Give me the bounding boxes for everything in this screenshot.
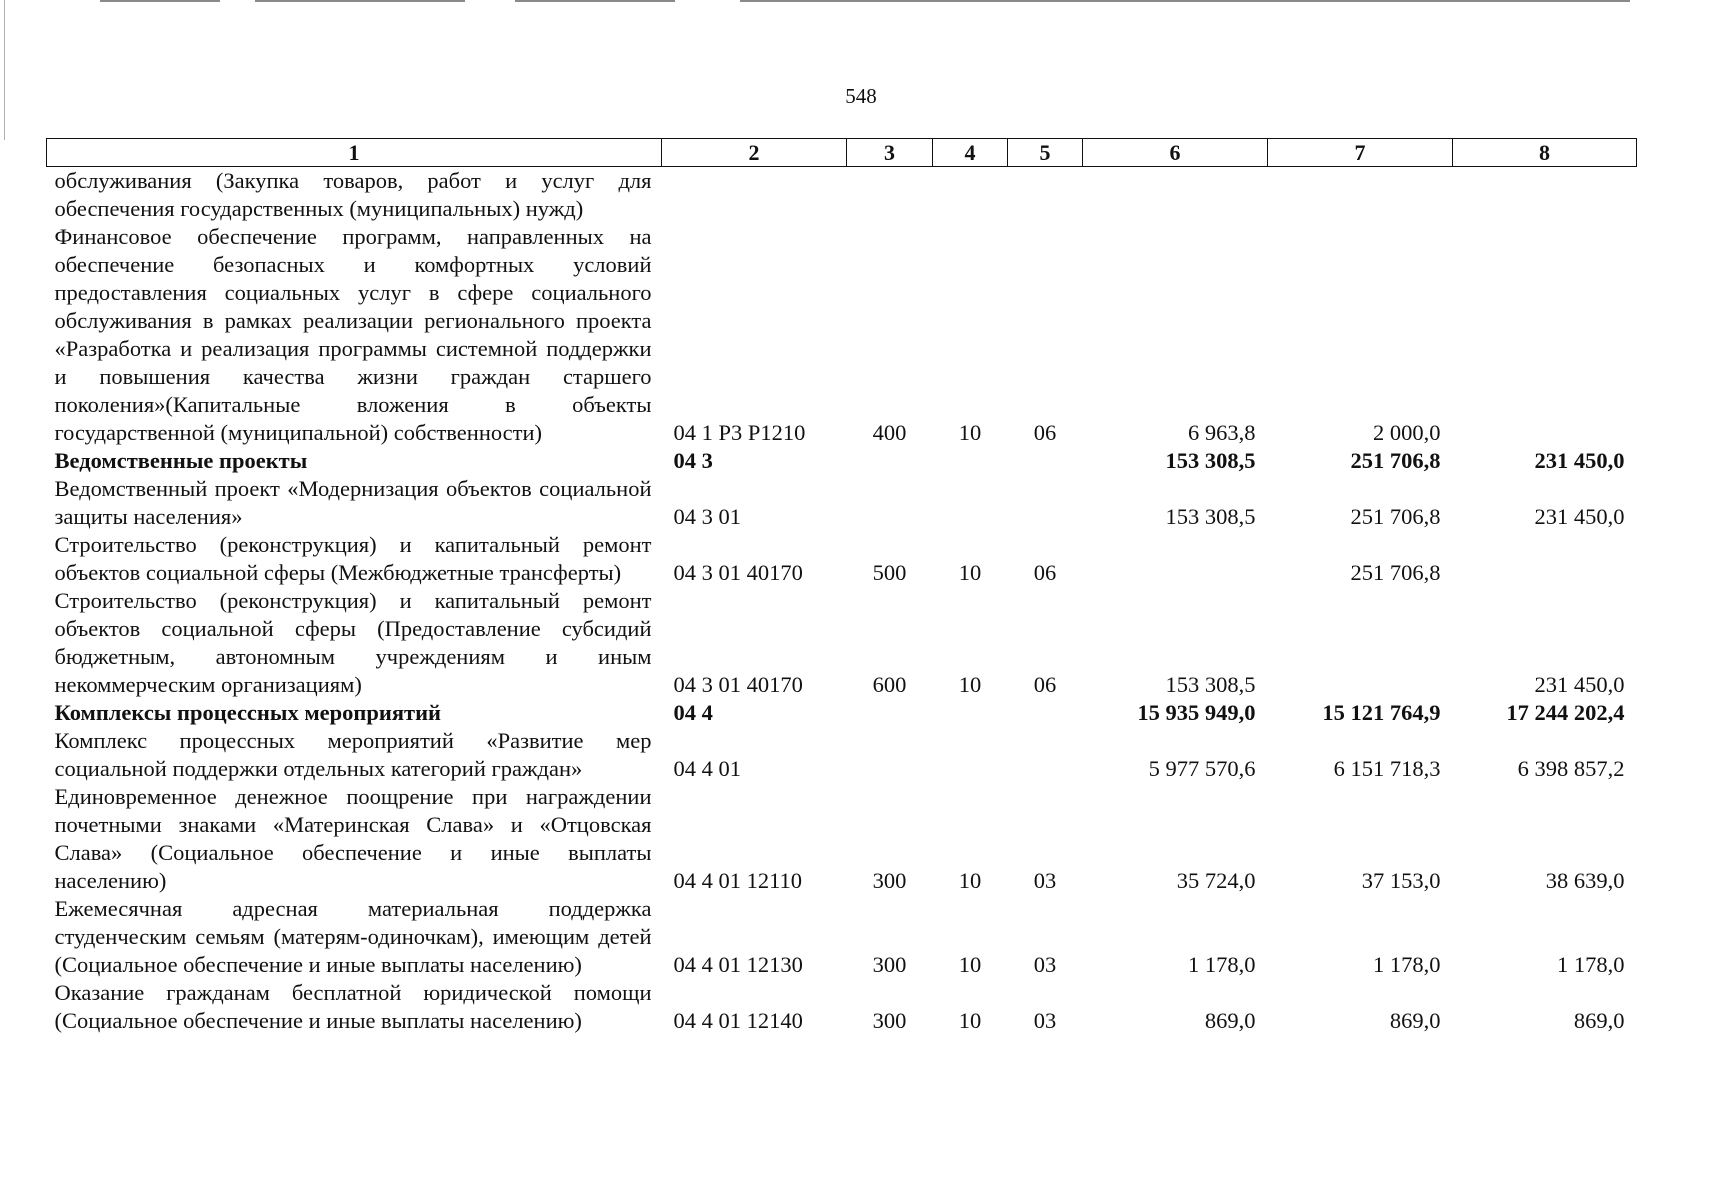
row-c3: 300 xyxy=(872,952,907,977)
row-c7: 251 706,8 xyxy=(1350,504,1441,529)
table-row xyxy=(47,783,1637,895)
row-name: Оказание гражданам бесплатной юридической помощи (Социальное обеспечение и иные выплаты населению) xyxy=(54,980,652,1033)
row-c4: 10 xyxy=(958,1008,982,1033)
header-col-7: 7 xyxy=(1268,139,1453,167)
scan-artifact-edge xyxy=(4,0,5,140)
row-c7: 2 000,0 xyxy=(1373,420,1441,445)
row-c3: 500 xyxy=(872,560,907,585)
row-code: 04 3 xyxy=(673,448,713,473)
row-c3 xyxy=(847,167,933,224)
row-c3 xyxy=(847,699,933,727)
scan-artifact-line xyxy=(255,0,465,2)
row-c3: 400 xyxy=(872,420,907,445)
row-name: Строительство (реконструкция) и капитальный ремонт объектов социальной сферы (Межбюджетные трансферты) xyxy=(54,532,652,585)
row-c4: 10 xyxy=(958,560,982,585)
budget-table xyxy=(46,138,1637,1035)
row-c8: 231 450,0 xyxy=(1534,448,1625,473)
header-col-3: 3 xyxy=(847,139,933,167)
row-name: Комплексы процессных мероприятий xyxy=(54,700,441,725)
scan-artifact-line xyxy=(100,0,220,2)
row-c4: 10 xyxy=(958,952,982,977)
row-c6: 6 963,8 xyxy=(1188,420,1256,445)
row-c6: 153 308,5 xyxy=(1165,672,1256,697)
row-c8: 1 178,0 xyxy=(1557,952,1625,977)
row-c3 xyxy=(847,727,933,783)
header-col-4: 4 xyxy=(933,139,1008,167)
table-row xyxy=(47,531,1637,587)
row-c8: 6 398 857,2 xyxy=(1517,756,1625,781)
row-c5: 06 xyxy=(1033,672,1057,697)
row-name: Ежемесячная адресная материальная поддержка студенческим семьям (матерям-одиночкам), имеющим детей (Социальное обеспечение и иные выплаты населению) xyxy=(54,896,652,977)
table-row xyxy=(47,727,1637,783)
row-c8 xyxy=(1453,223,1637,447)
row-c5 xyxy=(1008,167,1083,224)
row-c3: 600 xyxy=(872,672,907,697)
row-name: Ведомственные проекты xyxy=(54,448,308,473)
row-c5: 03 xyxy=(1033,952,1057,977)
row-code: 04 3 01 xyxy=(673,504,741,529)
table-row xyxy=(47,895,1637,979)
row-c4: 10 xyxy=(958,672,982,697)
table-row xyxy=(47,587,1637,699)
row-name: Строительство (реконструкция) и капитальный ремонт объектов социальной сферы (Предоставление субсидий бюджетным, автономным учреждениям и иным некоммерческим организациям) xyxy=(54,588,652,697)
row-name: Единовременное денежное поощрение при награждении почетными знаками «Материнская Слава» и «Отцовская Слава» (Социальное обеспечение и иные выплаты населению) xyxy=(54,784,652,893)
row-c4 xyxy=(933,727,1008,783)
row-code: 04 1 P3 P1210 xyxy=(673,420,806,445)
row-c7 xyxy=(1268,587,1453,699)
row-c6: 869,0 xyxy=(1204,1008,1256,1033)
page-number: 548 xyxy=(845,84,877,108)
row-c8: 231 450,0 xyxy=(1534,672,1625,697)
row-code: 04 4 01 12130 xyxy=(673,952,803,977)
row-c3: 300 xyxy=(872,868,907,893)
row-c8 xyxy=(1453,531,1637,587)
row-code: 04 3 01 40170 xyxy=(673,560,803,585)
row-c6: 153 308,5 xyxy=(1165,504,1256,529)
row-c6: 15 935 949,0 xyxy=(1137,700,1256,725)
row-c6: 1 178,0 xyxy=(1188,952,1256,977)
row-c5 xyxy=(1008,727,1083,783)
header-col-5: 5 xyxy=(1008,139,1083,167)
header-col-1: 1 xyxy=(47,139,662,167)
row-c8: 17 244 202,4 xyxy=(1506,700,1625,725)
row-c5: 06 xyxy=(1033,560,1057,585)
row-name: Ведомственный проект «Модернизация объектов социальной защиты населения» xyxy=(54,476,652,529)
row-code: 04 4 xyxy=(673,700,713,725)
table-row xyxy=(47,167,1637,224)
row-c4 xyxy=(933,447,1008,475)
header-row xyxy=(47,139,1637,167)
row-c4 xyxy=(933,167,1008,224)
row-c5: 03 xyxy=(1033,1008,1057,1033)
row-c4: 10 xyxy=(958,420,982,445)
row-c6 xyxy=(1083,167,1268,224)
row-c7: 37 153,0 xyxy=(1361,868,1441,893)
row-c4 xyxy=(933,475,1008,531)
row-c6: 35 724,0 xyxy=(1176,868,1256,893)
row-c3 xyxy=(847,475,933,531)
row-code: 04 4 01 12110 xyxy=(673,868,803,893)
scan-artifact-line xyxy=(515,0,675,2)
row-code: 04 4 01 xyxy=(673,756,741,781)
table-body xyxy=(47,167,1637,1036)
row-c4 xyxy=(933,699,1008,727)
row-name: Комплекс процессных мероприятий «Развитие мер социальной поддержки отдельных категорий граждан» xyxy=(54,728,652,781)
table-row xyxy=(47,979,1637,1035)
row-name: обслуживания (Закупка товаров, работ и услуг для обеспечения государственных (муниципальных) нужд) xyxy=(54,168,652,221)
row-code: 04 4 01 12140 xyxy=(673,1008,803,1033)
scan-artifact-line xyxy=(740,0,1630,2)
row-code: 04 3 01 40170 xyxy=(673,672,803,697)
row-c8: 231 450,0 xyxy=(1534,504,1625,529)
header-col-6: 6 xyxy=(1083,139,1268,167)
table-row xyxy=(47,223,1637,447)
table-row xyxy=(47,447,1637,475)
row-c6 xyxy=(1083,531,1268,587)
row-c7: 1 178,0 xyxy=(1373,952,1441,977)
row-code xyxy=(662,167,847,224)
row-c7: 869,0 xyxy=(1389,1008,1441,1033)
row-c8: 869,0 xyxy=(1573,1008,1625,1033)
row-c7: 15 121 764,9 xyxy=(1322,700,1441,725)
table-row xyxy=(47,475,1637,531)
table-header xyxy=(47,139,1637,167)
row-c7 xyxy=(1268,167,1453,224)
row-c8 xyxy=(1453,167,1637,224)
row-c7: 251 706,8 xyxy=(1350,448,1441,473)
row-c5 xyxy=(1008,475,1083,531)
row-c7: 251 706,8 xyxy=(1350,560,1441,585)
row-c3 xyxy=(847,447,933,475)
table-row xyxy=(47,699,1637,727)
header-col-8: 8 xyxy=(1453,139,1637,167)
row-c5 xyxy=(1008,447,1083,475)
row-name: Финансовое обеспечение программ, направленных на обеспечение безопасных и комфортных условий предоставления социальных услуг в сфере социального обслуживания в рамках реализации регионального проекта «Разработка и реализация программы системной поддержки и повышения качества жизни граждан старшего поколения»(Капитальные вложения в объекты государственной (муниципальной) собственности) xyxy=(54,224,652,445)
row-c7: 6 151 718,3 xyxy=(1333,756,1441,781)
row-c5: 03 xyxy=(1033,868,1057,893)
header-col-2: 2 xyxy=(662,139,847,167)
row-c6: 153 308,5 xyxy=(1165,448,1256,473)
row-c5: 06 xyxy=(1033,420,1057,445)
row-c6: 5 977 570,6 xyxy=(1148,756,1256,781)
row-c5 xyxy=(1008,699,1083,727)
row-c8: 38 639,0 xyxy=(1545,868,1625,893)
row-c3: 300 xyxy=(872,1008,907,1033)
row-c4: 10 xyxy=(958,868,982,893)
